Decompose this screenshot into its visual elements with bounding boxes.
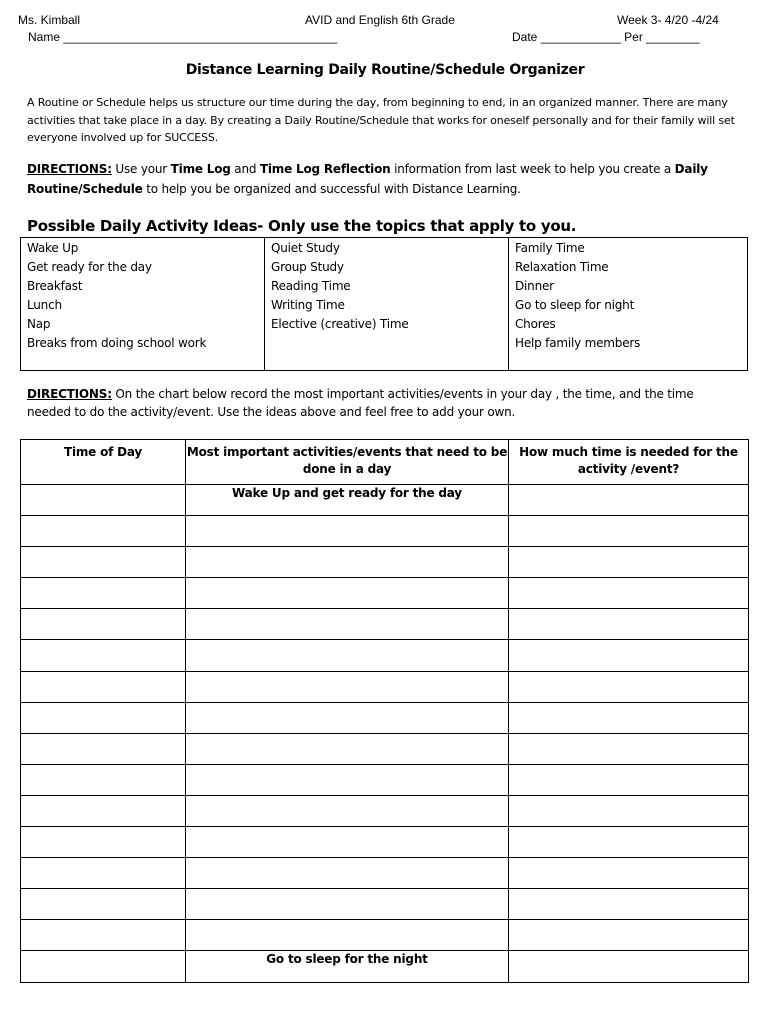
- schedule-row: [21, 547, 749, 578]
- activity-idea: Quiet Study: [271, 241, 340, 255]
- time-of-day-cell[interactable]: [21, 640, 186, 671]
- activity-text: [186, 796, 508, 797]
- directions-1-reflection: Time Log Reflection: [259, 162, 391, 176]
- date-blank: ____________: [540, 30, 621, 44]
- ideas-title: Possible Daily Activity Ideas- Only use the topics that apply to you.: [27, 217, 577, 235]
- activity-text: [186, 889, 508, 890]
- duration-cell[interactable]: [509, 827, 749, 858]
- directions-1-text-b: and: [230, 162, 260, 176]
- schedule-row: [21, 609, 749, 640]
- duration-cell[interactable]: [509, 671, 749, 702]
- activity-text: [186, 765, 508, 766]
- activity-text: [186, 920, 508, 921]
- week-range: Week 3- 4/20 -4/24: [617, 13, 719, 27]
- time-of-day-cell[interactable]: [21, 671, 186, 702]
- ideas-column-1: [21, 238, 264, 370]
- intro-paragraph: A Routine or Schedule helps us structure our time during the day, from beginning to end, in an organized manner. There are many activities that take place in a day. By creating a Daily Routine/Schedule that works for oneself personally and for their family will set everyone involved up for SUCCESS.: [27, 96, 735, 144]
- duration-cell[interactable]: [509, 764, 749, 795]
- directions-2-text: On the chart below record the most important activities/events in your day , the time, and the time needed to do the activity/event. Use the ideas above and feel free to add your own.: [27, 387, 694, 419]
- teacher-name: Ms. Kimball: [18, 13, 81, 27]
- schedule-row: [21, 578, 749, 609]
- duration-cell[interactable]: [509, 578, 749, 609]
- activity-idea: Dinner: [515, 279, 554, 293]
- time-of-day-cell[interactable]: [21, 920, 186, 951]
- directions-1-label: DIRECTIONS:: [27, 162, 112, 176]
- activity-idea: Wake Up: [27, 241, 79, 255]
- duration-cell[interactable]: [509, 485, 749, 516]
- time-of-day-cell[interactable]: [21, 764, 186, 795]
- activity-cell[interactable]: [186, 795, 509, 826]
- name-label: Name: [28, 30, 61, 44]
- activity-idea: Help family members: [515, 336, 641, 350]
- time-of-day-cell[interactable]: [21, 702, 186, 733]
- activity-text: [186, 516, 508, 517]
- activity-cell[interactable]: [186, 764, 509, 795]
- duration-cell[interactable]: [509, 702, 749, 733]
- activity-cell[interactable]: [186, 702, 509, 733]
- activity-idea: Chores: [515, 317, 556, 331]
- time-of-day-cell[interactable]: [21, 516, 186, 547]
- duration-cell[interactable]: [509, 609, 749, 640]
- activity-text: [186, 547, 508, 548]
- schedule-row: [21, 702, 749, 733]
- activity-text: [186, 672, 508, 673]
- schedule-row: [21, 889, 749, 920]
- activity-text: Go to sleep for the night: [266, 952, 428, 967]
- activity-cell[interactable]: [186, 516, 509, 547]
- duration-cell[interactable]: [509, 733, 749, 764]
- activity-idea: Group Study: [271, 260, 344, 274]
- duration-cell[interactable]: [509, 795, 749, 826]
- per-label: Per: [624, 30, 643, 44]
- activity-cell[interactable]: [186, 578, 509, 609]
- name-blank: _________________________________________: [63, 30, 337, 44]
- activity-text: [186, 578, 508, 579]
- duration-cell[interactable]: [509, 920, 749, 951]
- activity-idea: Breakfast: [27, 279, 83, 293]
- directions-2-label: DIRECTIONS:: [27, 387, 112, 401]
- activity-cell[interactable]: [186, 609, 509, 640]
- schedule-row: [21, 795, 749, 826]
- activity-cell[interactable]: [186, 920, 509, 951]
- duration-cell[interactable]: [509, 951, 749, 982]
- activity-idea: Relaxation Time: [515, 260, 609, 274]
- activity-idea: Lunch: [27, 298, 62, 312]
- activity-text: [186, 827, 508, 828]
- activity-text: [186, 858, 508, 859]
- activity-idea: Writing Time: [271, 298, 345, 312]
- duration-cell[interactable]: [509, 889, 749, 920]
- schedule-row: [21, 827, 749, 858]
- time-of-day-cell[interactable]: [21, 951, 186, 982]
- header-time-of-day: Time of Day: [21, 440, 186, 485]
- activity-cell[interactable]: [186, 640, 509, 671]
- time-of-day-cell[interactable]: [21, 827, 186, 858]
- activity-text: [186, 703, 508, 704]
- page-title: Distance Learning Daily Routine/Schedule Organizer: [185, 62, 585, 78]
- activity-idea: Go to sleep for night: [515, 298, 635, 312]
- time-of-day-cell[interactable]: [21, 547, 186, 578]
- directions-1-time-log: Time Log: [170, 162, 231, 176]
- activity-cell[interactable]: [186, 951, 509, 982]
- schedule-row: [21, 764, 749, 795]
- activity-idea: Breaks from doing school work: [27, 336, 207, 350]
- activity-cell[interactable]: [186, 827, 509, 858]
- time-of-day-cell[interactable]: [21, 733, 186, 764]
- activity-cell[interactable]: [186, 671, 509, 702]
- schedule-row: [21, 920, 749, 951]
- duration-cell[interactable]: [509, 858, 749, 889]
- header-time-needed: How much time is needed for the activity /event?: [509, 440, 749, 485]
- activity-idea: Family Time: [515, 241, 585, 255]
- directions-1: [27, 159, 732, 199]
- activity-text: [186, 734, 508, 735]
- duration-cell[interactable]: [509, 516, 749, 547]
- activity-idea: Nap: [27, 317, 51, 331]
- time-of-day-cell[interactable]: [21, 485, 186, 516]
- schedule-row: [21, 733, 749, 764]
- activity-text: [186, 640, 508, 641]
- date-per-line[interactable]: [512, 30, 700, 44]
- directions-1-text-a: Use your: [111, 162, 171, 176]
- activity-idea: Get ready for the day: [27, 260, 152, 274]
- time-of-day-cell[interactable]: [21, 858, 186, 889]
- schedule-row: [21, 516, 749, 547]
- time-of-day-cell[interactable]: [21, 609, 186, 640]
- duration-cell[interactable]: [509, 640, 749, 671]
- activity-cell[interactable]: [186, 858, 509, 889]
- activity-text: [186, 609, 508, 610]
- ideas-column-3: [508, 238, 747, 370]
- schedule-header-row: [21, 440, 749, 485]
- date-label: Date: [512, 30, 538, 44]
- time-of-day-cell[interactable]: [21, 578, 186, 609]
- time-of-day-cell[interactable]: [21, 795, 186, 826]
- directions-1-daily-routine: Daily Routine/Schedule: [27, 162, 708, 196]
- schedule-row: [21, 671, 749, 702]
- activity-cell[interactable]: [186, 485, 509, 516]
- activity-cell[interactable]: [186, 547, 509, 578]
- ideas-column-2: [264, 238, 508, 370]
- directions-1-text-c: information from last week to help you create a: [390, 162, 675, 176]
- activity-idea: Reading Time: [271, 279, 351, 293]
- schedule-row: [21, 951, 749, 982]
- duration-cell[interactable]: [509, 547, 749, 578]
- header-activities: Most important activities/events that need to be done in a day: [186, 440, 509, 485]
- course-title: AVID and English 6th Grade: [305, 13, 455, 27]
- schedule-row: [21, 858, 749, 889]
- per-blank: ________: [646, 30, 700, 44]
- activity-ideas-box: [20, 237, 748, 371]
- name-line[interactable]: [28, 30, 337, 44]
- schedule-row: [21, 485, 749, 516]
- schedule-table: [20, 439, 749, 983]
- activity-idea: Elective (creative) Time: [271, 317, 409, 331]
- time-of-day-cell[interactable]: [21, 889, 186, 920]
- schedule-row: [21, 640, 749, 671]
- activity-cell[interactable]: [186, 889, 509, 920]
- activity-text: Wake Up and get ready for the day: [232, 486, 462, 500]
- activity-cell[interactable]: [186, 733, 509, 764]
- directions-1-text-d: to help you be organized and successful with Distance Learning.: [142, 182, 521, 196]
- directions-2: [27, 385, 739, 421]
